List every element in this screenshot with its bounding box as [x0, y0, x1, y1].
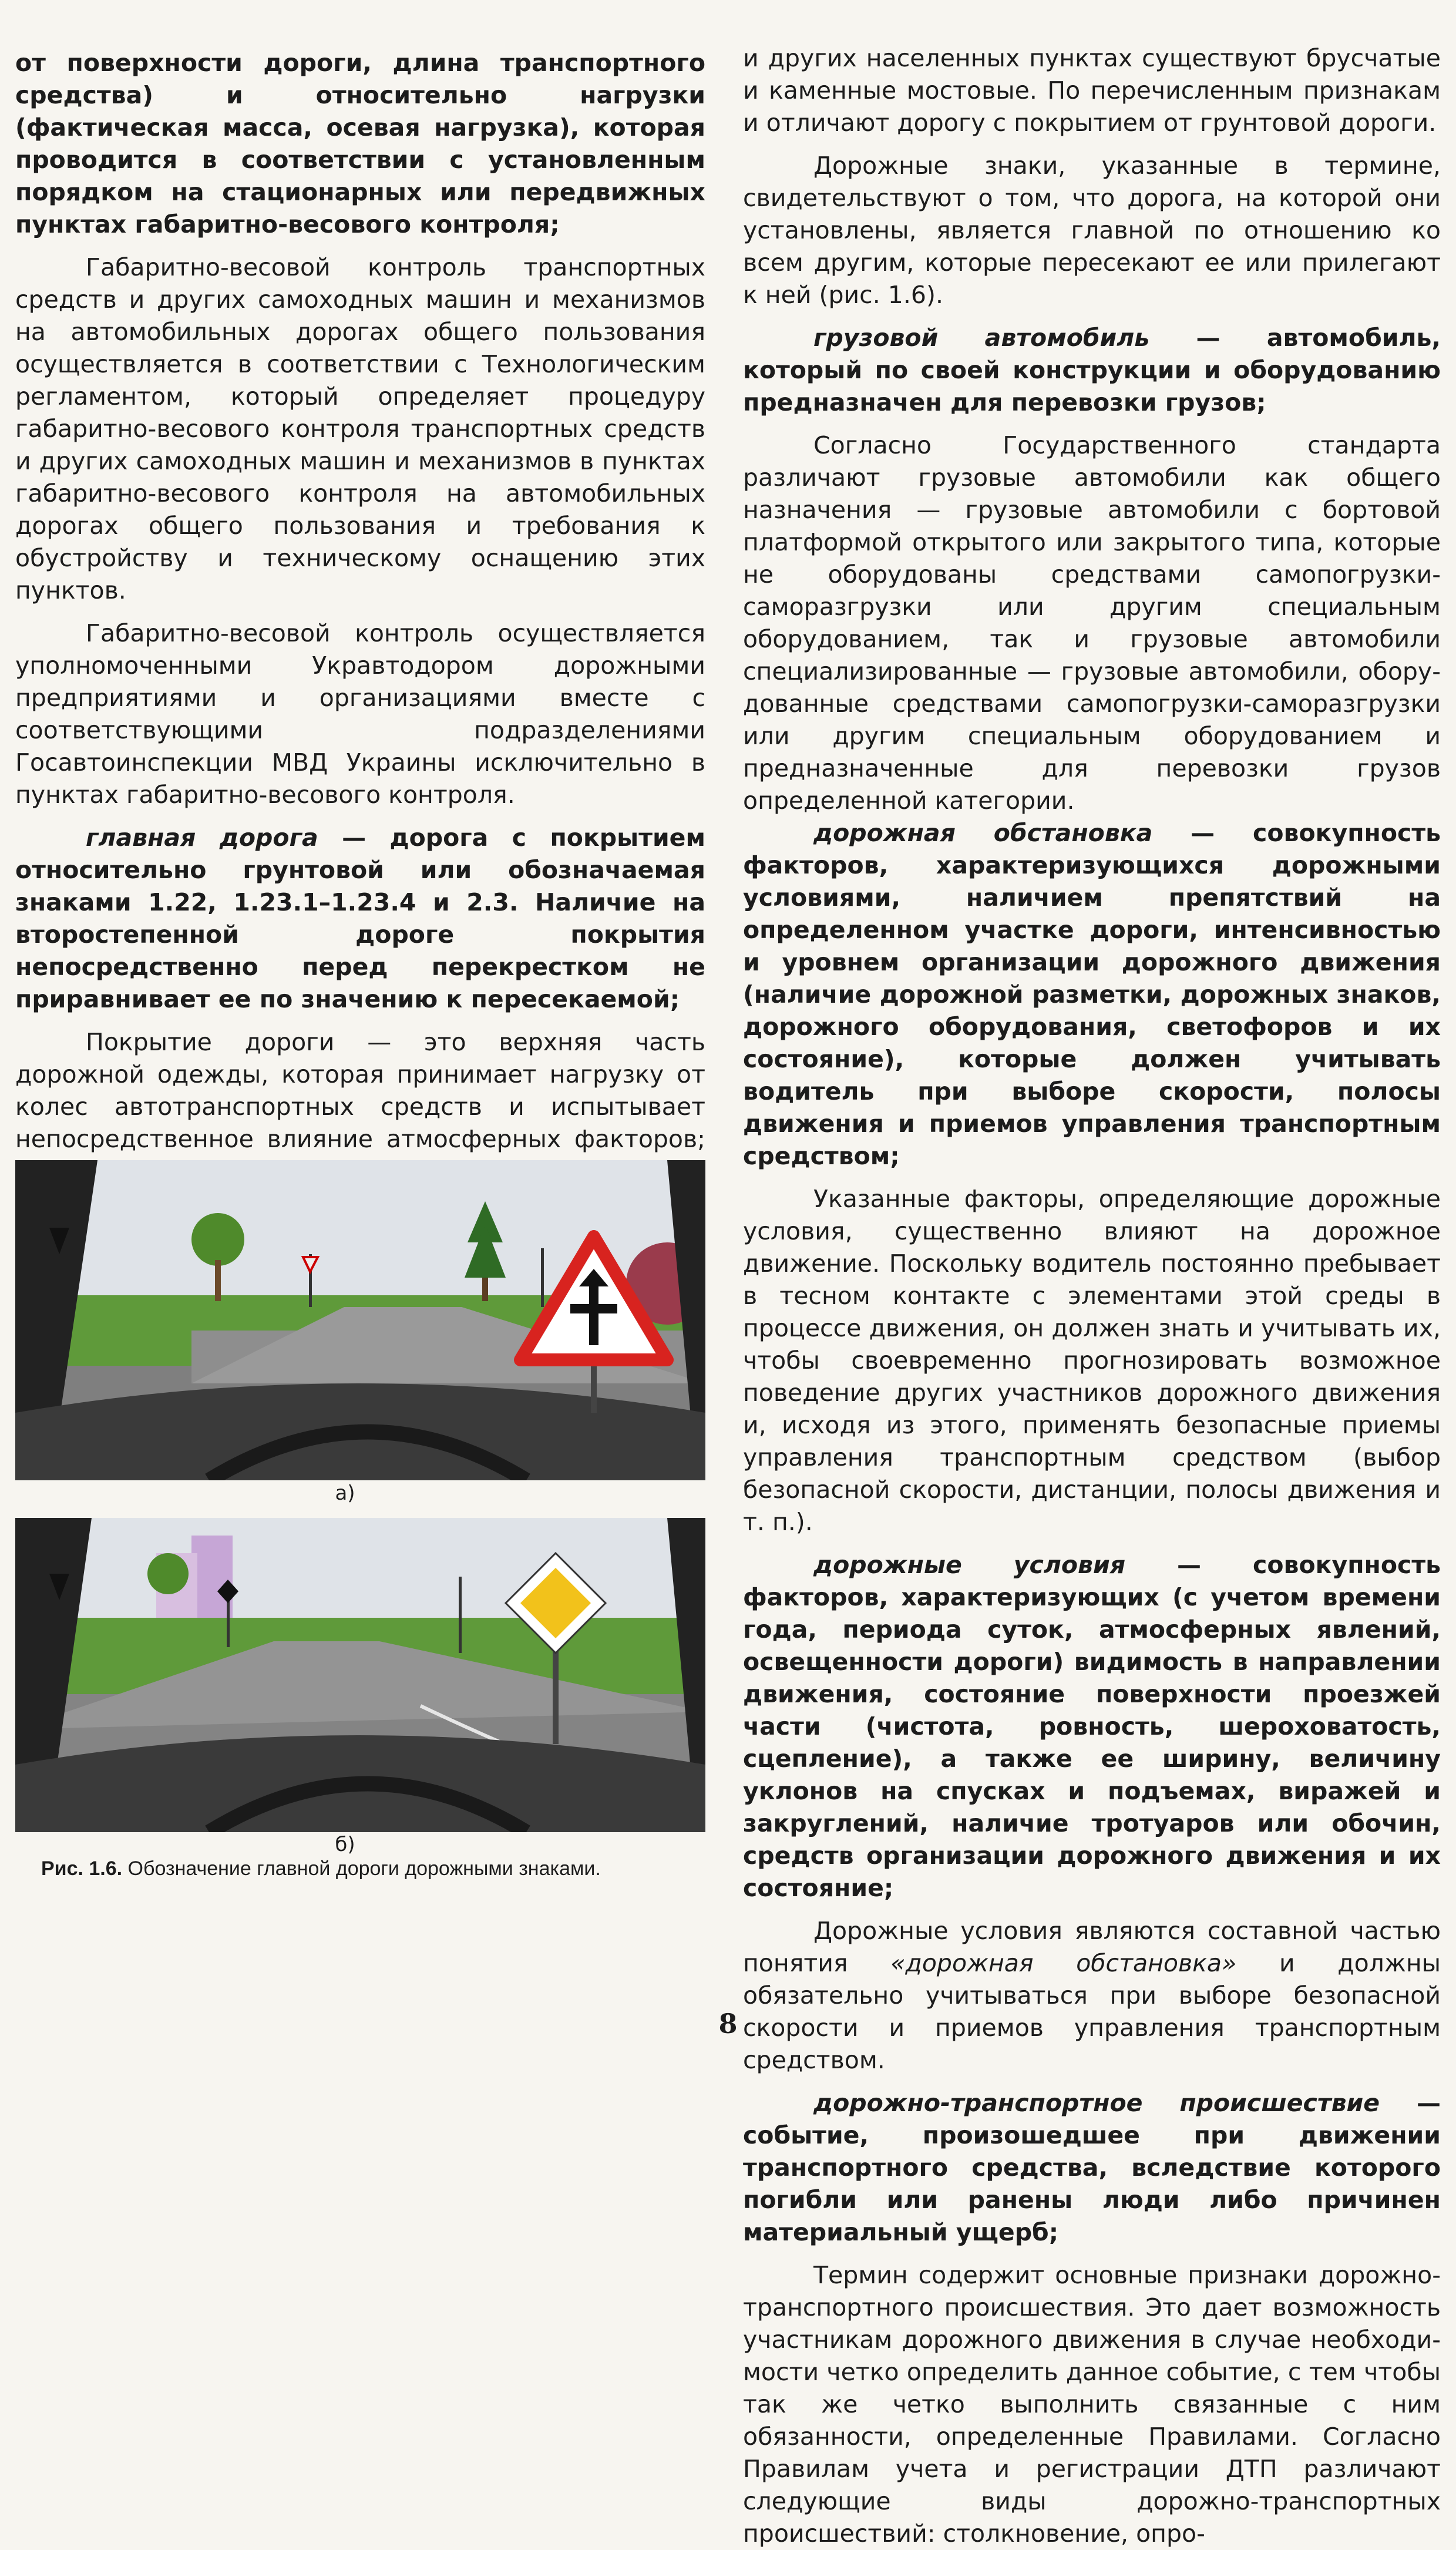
paragraph: Согласно Государственного стандарта различают грузовые автомобили как общего назначения — грузовые автомобили с бортовой платформой открытого или закрытого типа, которые не оборудованы средствами самопогрузки-саморазгрузки или другим специальным оборудованием, так и грузовые автомобили специализированные — грузовые автомобили, оборудованные средствами самопогрузки-саморазгрузки или другим специальным оборудованием и предназначенные для перевозки грузов определенной категории.	[743, 431, 1441, 815]
definition-paragraph	[743, 322, 1441, 419]
paragraph	[743, 1915, 1441, 2077]
paragraph: Габаритно-весовой контроль осуществляется уполномоченными Укравтодором дорожными предприятиями и организациями вместе с соответствующими подразделениями Госавтоинспекции МВД Украины исключительно в пунктах габаритно-весового контроля.	[15, 619, 705, 809]
caption-prefix: Рис. 1.6.	[41, 1857, 123, 1880]
paragraph: Термин содержит основные признаки дорожно-транспортного происшествия. Это дает возможность участникам дорожного движения в случае необходимости четко определить данное событие, с тем чтобы так же четко выполнить связанные с ним обязанности, определенные Правилами. Согласно Правилам учета и регистрации ДТП различают следующие виды дорожно-транспортных происшествий: столкновение, опро-	[743, 2261, 1441, 2548]
definition-paragraph	[743, 1549, 1441, 1904]
definition: — совокупность факторов, характеризующихся дорожными условиями, наличием препятствий на определенном участке дороги, интенсивностью и уровнем организации дорожного движения (наличие дорожной разметки, дорожных знаков, дорожного оборудования, светофоров и их состояние), которые должен учитывать водитель при выборе скорости, полосы движения и приемов управления транспортным средством;	[743, 819, 1441, 1170]
paragraph: от поверхности дороги, длина транспортного средства) и относительно нагрузки (фактическая масса, осевая нагрузка), которая проводится в соответствии с установленным порядком на стационарных или передвижных пунктах габаритно-весового контроля;	[15, 49, 705, 238]
paragraph: и других населенных пунктах существуют брусчатые и каменные мостовые. По перечисленным признакам и отличают дорогу с покрытием от грунтовой дороги.	[743, 44, 1441, 137]
paragraph: Дорожные знаки, указанные в термине, свидетельствуют о том, что дорога, на которой они установлены, является главной по отношению ко всем другим, которые пересекают ее или прилегают к ней (рис. 1.6).	[743, 152, 1441, 309]
definition-paragraph	[15, 822, 705, 1016]
definition: — дорога с покрытием относительно грунтовой или обозначаемая знаками 1.22, 1.23.1–1.23.4 и 2.3. Наличие на второстепенной дороге покрытия непосредственно перед перекрестком не приравнивает ее по значению к пересекаемой;	[15, 824, 706, 1013]
definition-paragraph	[743, 817, 1441, 1172]
definition-paragraph	[743, 2087, 1441, 2249]
term: дорожная обстановка	[813, 819, 1153, 847]
term: дорожно-транспортное происшествие	[813, 2089, 1380, 2117]
figure-caption	[41, 1856, 705, 1881]
building	[191, 1536, 233, 1624]
tree-icon	[191, 1213, 244, 1266]
definition: — автомобиль, который по своей конструкции и оборудованию предназначен для перевозки грузов;	[743, 324, 1441, 416]
text-run: и должны обязательно учитываться при выборе безопасной скорости и приемов управления транспортным средством.	[743, 1949, 1441, 2074]
paragraph: Покрытие дороги — это верхняя часть дорожной одежды, которая принимает нагрузку от колес автотранспортных средств и испытывает непосредственное влияние атмосферных факторов;	[15, 1028, 705, 1153]
right-column	[743, 42, 1441, 2550]
figure-a-main-road-sign	[15, 1160, 705, 1480]
text-run: Дорожные условия являются составной частью понятия	[743, 1917, 1441, 1977]
figure-b-priority-road-sign	[15, 1518, 705, 1832]
italic-term: «дорожная обстановка»	[890, 1949, 1237, 1977]
figure-a-illustration	[15, 1160, 705, 1480]
page-number: 8	[718, 2008, 738, 2040]
term: грузовой автомобиль	[813, 324, 1150, 352]
paragraph: Габаритно-весовой контроль транспортных средств и других самоходных машин и механизмов на автомобильных дорогах общего пользования осуществляется в соответствии с Технологическим регламентом, который определяет процедуру габаритно-весового контроля транспортных средств и других самоходных машин и механизмов в пунктах габаритно-весового контроля на автомобильных дорогах общего пользования и требования к обустройству и техническому оснащению этих пунктов.	[15, 253, 705, 604]
term: главная дорога	[86, 824, 318, 852]
definition: — совокупность факторов, характеризующих (с учетом времени года, периода суток, атмосферных явлений, освещенности дороги) видимость в направлении движения, состояние поверхности проезжей части (чистота, ровность, шероховатость, сцепление), а также ее ширину, величину уклонов на спусках и подъемах, виражей и закруглений, наличие тротуаров или обочин, средств организации дорожного движения и их состояние;	[743, 1551, 1441, 1902]
caption-text: Обозначение главной дороги дорожными знаками.	[122, 1857, 601, 1880]
figure-b-illustration	[15, 1518, 705, 1832]
term: дорожные условия	[813, 1551, 1126, 1579]
definition: — событие, произошедшее при движении транспортного средства, вследствие которого погибли или ранены люди либо причинен материальный ущерб;	[743, 2089, 1441, 2246]
figure-b-label: б)	[335, 1833, 355, 1856]
figure-a-label: а)	[335, 1481, 355, 1505]
paragraph: Указанные факторы, определяющие дорожные условия, существенно влияют на дорожное движение. Поскольку водитель постоянно пребывает в тесном контакте с элементами этой среды в процессе движения, он должен знать и учитывать их, чтобы своевременно прогнозировать возможное поведение других участников дорожного движения и, исходя из этого, применять безопасные приемы управления транспортным средством (выбор безопасной скорости, дистанции, полосы движения и т. п.).	[743, 1185, 1441, 1536]
